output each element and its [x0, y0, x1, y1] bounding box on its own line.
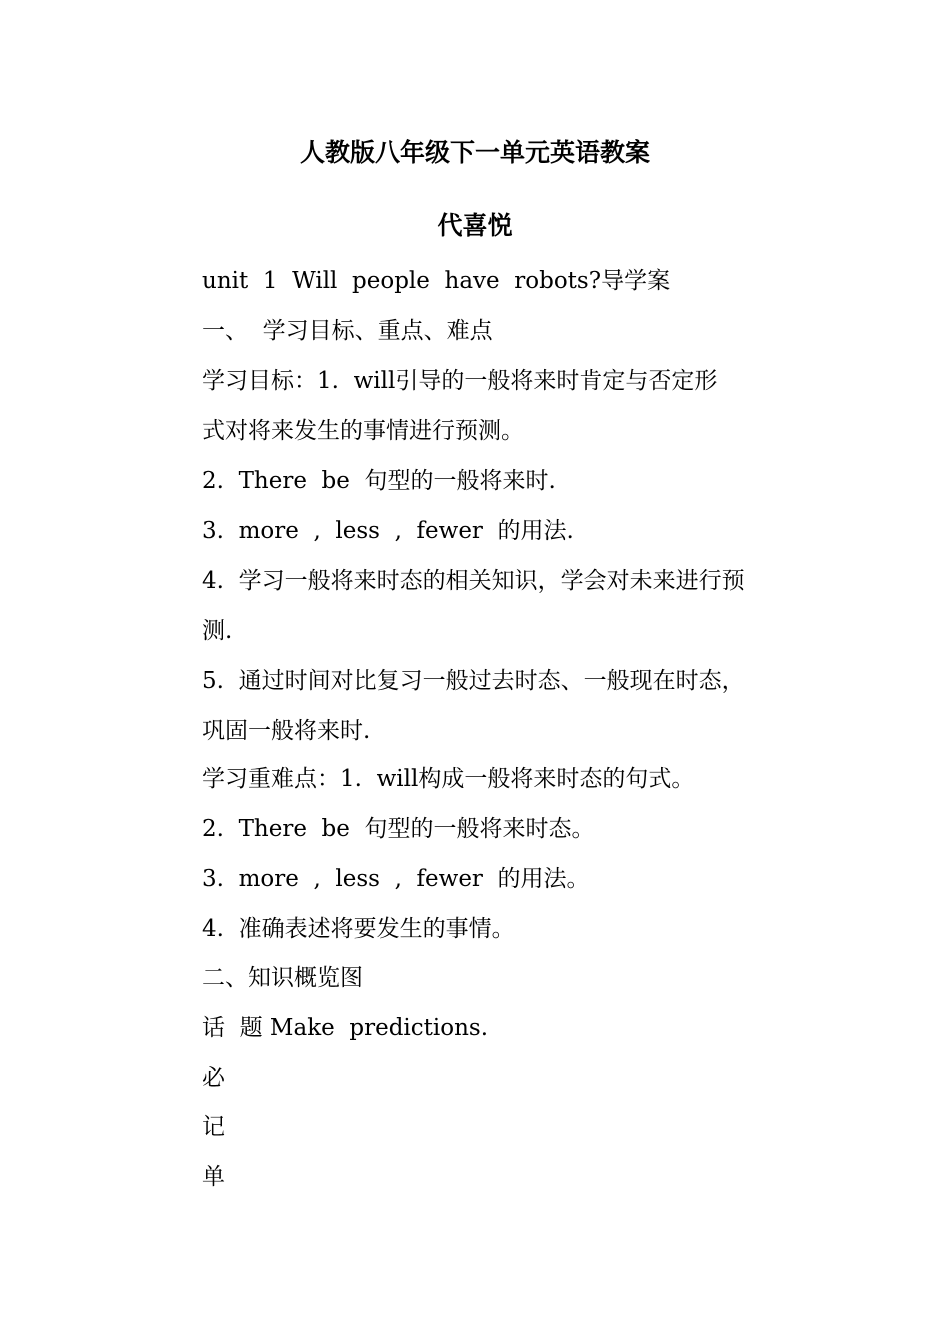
paragraph-line: 学习目标：1. will引导的一般将来时肯定与否定形 — [202, 368, 718, 394]
list-item: 4. 学习一般将来时态的相关知识，学会对未来进行预 — [202, 568, 745, 594]
list-item: 3. more , less , fewer 的用法。 — [202, 866, 590, 892]
list-item: 2. There be 句型的一般将来时态。 — [202, 816, 595, 842]
vertical-label-char: 记 — [202, 1114, 225, 1140]
document-author: 代喜悦 — [437, 211, 513, 240]
paragraph-line: 式对将来发生的事情进行预测。 — [202, 418, 524, 444]
list-item: 5. 通过时间对比复习一般过去时态、一般现在时态， — [202, 668, 745, 694]
paragraph-line: 巩固一般将来时. — [202, 718, 371, 744]
vertical-label-char: 必 — [202, 1065, 225, 1091]
document-title: 人教版八年级下一单元英语教案 — [299, 138, 650, 167]
list-item: 2. There be 句型的一般将来时. — [202, 468, 556, 494]
heading-unit: unit 1 Will people have robots?导学案 — [202, 268, 671, 294]
section-heading-objectives: 一、 学习目标、重点、难点 — [202, 318, 493, 344]
paragraph-line: 学习重难点：1. will构成一般将来时态的句式。 — [202, 766, 695, 792]
list-item: 4. 准确表述将要发生的事情。 — [202, 916, 515, 942]
section-heading-overview: 二、知识概览图 — [202, 965, 363, 991]
vertical-label-char: 单 — [202, 1164, 225, 1190]
paragraph-line: 测. — [202, 618, 233, 644]
list-item: 3. more , less , fewer 的用法. — [202, 518, 574, 544]
topic-line: 话 题 Make predictions. — [202, 1015, 489, 1041]
